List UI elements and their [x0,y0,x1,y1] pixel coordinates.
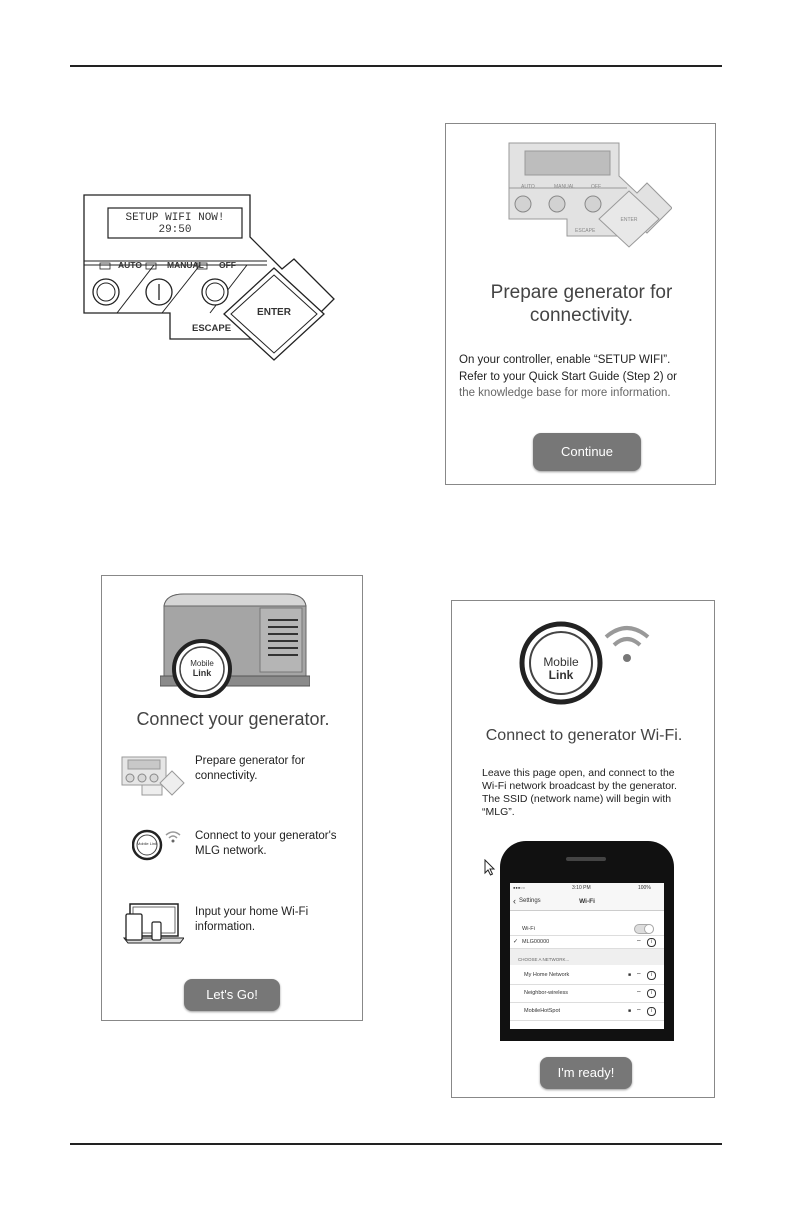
escape-label: ESCAPE [192,323,232,334]
mini-auto-label: AUTO [521,184,535,190]
prepare-body-line-1: On your controller, enable “SETUP WIFI”. [459,354,671,366]
wifi-body-line-4: “MLG”. [482,806,515,818]
wifi-toggle-knob [644,924,654,934]
logo-line-1: Mobile [543,655,579,669]
im-ready-button[interactable]: I'm ready! [540,1057,632,1089]
connected-network-row[interactable] [510,936,664,949]
prepare-screen [445,123,716,485]
status-bar [510,883,664,894]
mobile-link-logo [519,621,603,705]
mini-escape-label: ESCAPE [575,228,596,234]
prepare-body-line-2: Refer to your Quick Start Guide (Step 2) or [459,371,677,383]
wifi-strength-icon: ⌔ [636,991,642,997]
info-icon[interactable]: i [647,938,656,947]
step-1-controller-icon [120,753,188,803]
wifi-strength-icon: ⌔ [636,1009,642,1015]
step-3-devices-icon [122,900,184,946]
step-3-line-1: Input your home Wi-Fi [195,906,309,918]
wifi-toggle-row [510,923,664,936]
wifi-screen [451,600,715,1098]
phone-speaker [566,857,606,861]
wifi-body-line-2: Wi-Fi network broadcast by the generator. [482,780,677,792]
prepare-title-line-1: Prepare generator for [490,282,673,303]
wifi-strength-icon: ⌔ [636,940,642,946]
lock-icon: ■ [628,972,632,978]
mobile-link-badge-line-2: Link [192,668,212,678]
phone-frame [500,841,674,1041]
info-icon[interactable]: i [647,989,656,998]
footer-rule [70,1143,722,1145]
generator-image [160,586,310,698]
lock-icon: ■ [628,1008,632,1014]
mobile-link-badge-line-1: Mobile [190,659,214,668]
mini-manual-label: MANUAL [554,184,575,190]
network-name: My Home Network [524,972,570,978]
enter-label: ENTER [257,307,291,318]
info-icon[interactable]: i [647,971,656,980]
step-1-line-2: connectivity. [195,770,258,782]
status-battery: 100% [638,885,651,891]
continue-button[interactable]: Continue [533,433,641,471]
step-1-line-1: Prepare generator for [195,755,305,767]
lcd-line-1: SETUP WIFI NOW! [125,212,225,224]
controller-illustration [82,193,337,368]
wifi-body-line-3: The SSID (network name) will begin with [482,793,672,805]
nav-title: Wi-Fi [579,898,595,905]
off-label: OFF [219,260,236,270]
network-row[interactable] [510,967,664,985]
mini-off-label: OFF [591,184,601,190]
mouse-cursor-icon [484,859,496,877]
manual-label: MANUAL [167,260,204,270]
lets-go-button[interactable]: Let's Go! [184,979,280,1011]
mini-enter-label: ENTER [620,217,638,223]
step-2-line-1: Connect to your generator's [195,830,337,842]
step-2-line-2: MLG network. [195,845,267,857]
wifi-body-line-1: Leave this page open, and connect to the [482,767,675,779]
logo-line-2: Link [548,668,574,682]
step-3-line-2: information. [195,921,256,933]
network-section-header: CHOOSE A NETWORK... [510,949,664,965]
auto-label: AUTO [118,260,142,270]
network-row[interactable] [510,985,664,1003]
network-name: MobileHotSpot [524,1008,561,1014]
step-2-icon-text: Mobile Link [136,841,158,846]
status-time: 3:10 PM [572,885,591,891]
wifi-toggle-label: Wi-Fi [522,926,535,932]
step-2-mobile-link-icon [132,823,182,863]
prepare-title-line-2: connectivity. [529,305,634,326]
wifi-strength-icon: ⌔ [636,973,642,979]
connect-title: Connect your generator. [136,709,330,729]
nav-bar [510,894,664,911]
phone-screen [510,883,664,1029]
checkmark-icon: ✓ [513,939,519,945]
wifi-title: Connect to generator Wi-Fi. [485,727,683,744]
network-name: Neighbor-wireless [524,990,569,996]
lcd-line-2: 29:50 [158,224,192,236]
mini-controller-image [507,141,672,266]
wifi-signal-icon [602,623,652,665]
prepare-body-line-3: the knowledge base for more information. [459,387,671,399]
info-icon[interactable]: i [647,1007,656,1016]
network-row[interactable] [510,1003,664,1021]
back-label[interactable]: Settings [519,898,541,904]
connect-screen [101,575,363,1021]
header-rule [70,65,722,67]
back-chevron-icon[interactable]: ‹ [513,896,516,906]
connected-network-name: MLG00000 [522,939,550,945]
status-carrier: ●●●○○ [513,885,526,890]
